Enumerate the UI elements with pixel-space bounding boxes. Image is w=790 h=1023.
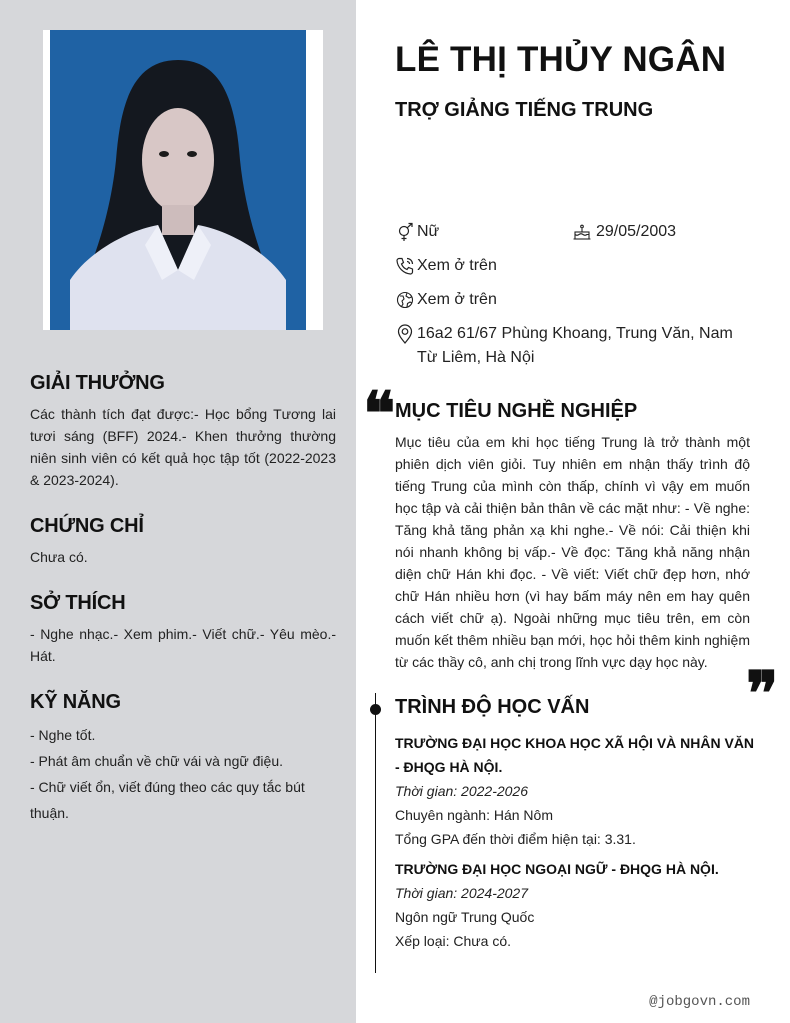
certificates-title: CHỨNG CHỈ — [30, 515, 144, 537]
education-title: TRÌNH ĐỘ HỌC VẤN — [395, 696, 590, 718]
gender-icon — [395, 222, 415, 242]
portrait-illustration — [50, 30, 306, 330]
website-row — [395, 290, 497, 312]
gender-value: Nữ — [417, 223, 440, 240]
awards-section — [30, 372, 336, 491]
education-time: Thời gian: 2022-2026 — [395, 783, 528, 799]
sidebar — [0, 0, 356, 1023]
certificates-section — [30, 515, 336, 568]
education-entry — [395, 731, 755, 851]
job-title: TRỢ GIẢNG TIẾNG TRUNG — [395, 99, 654, 121]
globe-icon — [395, 290, 415, 310]
timeline-dot — [370, 704, 381, 715]
quote-close-icon: ❞ — [746, 659, 779, 729]
awards-text: Các thành tích đạt được:- Học bổng Tương lai tươi sáng (BFF) 2024.- Khen thưởng thường niên sinh viên có kết quả học tập tốt (2022-2023 & 2023-2024). — [30, 406, 336, 488]
birthday-row — [572, 222, 676, 244]
education-school: TRƯỜNG ĐẠI HỌC NGOẠI NGỮ - ĐHQG HÀ NỘI. — [395, 861, 719, 877]
skills-title: KỸ NĂNG — [30, 691, 121, 713]
photo-frame — [43, 30, 323, 330]
phone-icon — [395, 256, 415, 276]
skill-item: - Nghe tốt. — [30, 727, 96, 743]
skills-section — [30, 691, 336, 826]
phone-row — [395, 256, 497, 278]
objective-title: MỤC TIÊU NGHỀ NGHIỆP — [395, 400, 638, 422]
gender-row — [395, 222, 439, 244]
education-school: TRƯỜNG ĐẠI HỌC KHOA HỌC XÃ HỘI VÀ NHÂN VĂN - ĐHQG HÀ NỘI. — [395, 735, 755, 775]
education-detail: Tổng GPA đến thời điểm hiện tại: 3.31. — [395, 831, 636, 847]
phone-value: Xem ở trên — [417, 257, 497, 274]
profile-photo — [50, 30, 306, 330]
hobbies-section — [30, 592, 336, 667]
education-detail: Ngôn ngữ Trung Quốc — [395, 909, 535, 925]
address-value: 16a2 61/67 Phùng Khoang, Trung Văn, Nam Từ Liêm, Hà Nội — [417, 325, 733, 366]
birthday-value: 29/05/2003 — [596, 223, 677, 240]
certificates-text: Chưa có. — [30, 549, 88, 565]
education-time: Thời gian: 2024-2027 — [395, 885, 528, 901]
education-entry — [395, 857, 755, 953]
education-detail: Chuyên ngành: Hán Nôm — [395, 807, 553, 823]
candidate-name: LÊ THỊ THỦY NGÂN — [395, 40, 727, 79]
timeline-line — [375, 693, 376, 973]
quote-open-icon: ❝ — [363, 379, 396, 449]
hobbies-text: - Nghe nhạc.- Xem phim.- Viết chữ.- Yêu mèo.- Hát. — [30, 626, 336, 664]
education-detail: Xếp loại: Chưa có. — [395, 933, 511, 949]
location-pin-icon — [395, 324, 415, 344]
hobbies-title: SỞ THÍCH — [30, 592, 126, 614]
skill-item: - Chữ viết ổn, viết đúng theo các quy tắc bút thuận. — [30, 779, 305, 821]
awards-title: GIẢI THƯỞNG — [30, 372, 165, 394]
watermark: @jobgovn.com — [649, 994, 750, 1010]
skill-item: - Phát âm chuẩn về chữ vái và ngữ điệu. — [30, 753, 283, 769]
website-value: Xem ở trên — [417, 291, 497, 308]
address-row — [395, 324, 755, 370]
objective-text: Mục tiêu của em khi học tiếng Trung là trở thành một phiên dịch viên giỏi. Tuy nhiên em nhận thấy trình độ tiếng Trung của mình còn thấp, chính vì vậy em muốn học tập và cải thiện bản thân về các mặt như: - Về nghe: Tăng khả tăng phản xạ khi nghe.- Về nói: Cải thiện khi nói nhanh không bị vấp.- Về đọc: Tăng khả năng nhận diện chữ Hán khi đọc. - Về viết: Viết chữ đẹp hơn, nhớ chữ Hán nhiều hơn (vì hay bấm máy nên em hay quên cách viết chữ ạ). Ngoài những mục tiêu trên, em còn muốn kết thêm nhiều bạn mới, học hỏi thêm kinh nghiệm từ các thầy cô, anh chị trong lĩnh vực dạy học này. — [395, 434, 750, 670]
birthday-cake-icon — [572, 222, 592, 242]
